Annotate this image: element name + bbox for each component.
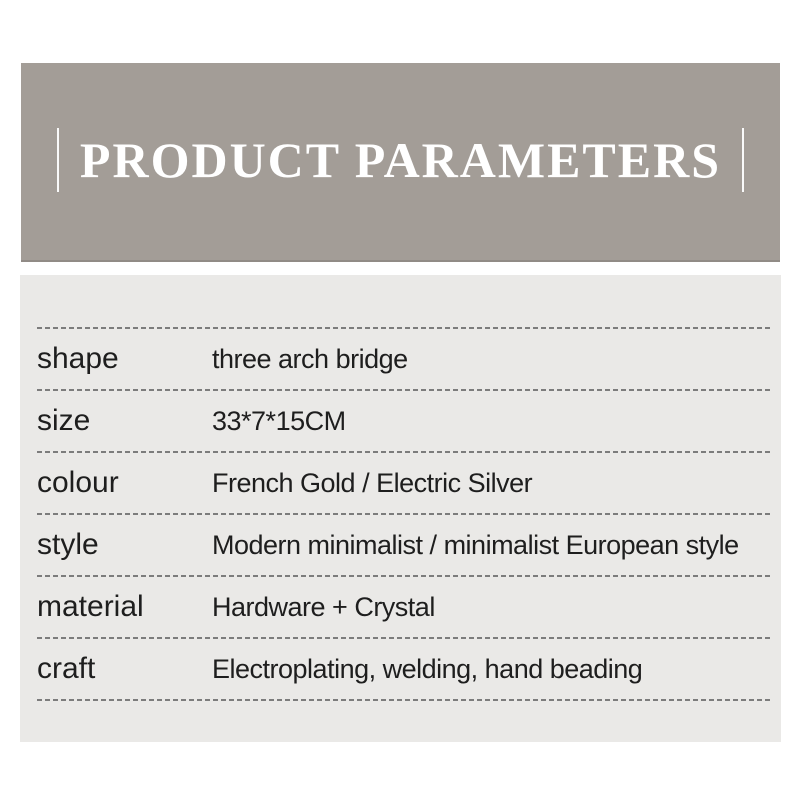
row-label: shape: [37, 342, 119, 375]
row-value: Hardware + Crystal: [212, 591, 435, 622]
parameters-panel: [20, 275, 781, 742]
row-value: three arch bridge: [212, 343, 408, 374]
table-row-colour: [20, 453, 781, 513]
right-vertical-rule: [742, 128, 744, 192]
table-row-craft: [20, 639, 781, 699]
row-label: craft: [37, 652, 96, 685]
table-row-shape: [20, 329, 781, 389]
table-row-style: [20, 515, 781, 575]
row-value: Electroplating, welding, hand beading: [212, 653, 643, 684]
row-label: size: [37, 404, 91, 437]
table-row-material: [20, 577, 781, 637]
row-label: style: [37, 528, 99, 561]
row-value: 33*7*15CM: [212, 405, 346, 436]
row-label: colour: [37, 466, 119, 499]
header-banner: [21, 63, 780, 262]
row-value: Modern minimalist / minimalist European style: [212, 529, 739, 560]
header-title-group: [57, 128, 744, 192]
table-row-size: [20, 391, 781, 451]
page-title: PRODUCT PARAMETERS: [79, 131, 722, 188]
left-vertical-rule: [57, 128, 59, 192]
row-label: material: [37, 590, 144, 623]
row-value: French Gold / Electric Silver: [212, 467, 533, 498]
row-divider: [37, 699, 771, 701]
